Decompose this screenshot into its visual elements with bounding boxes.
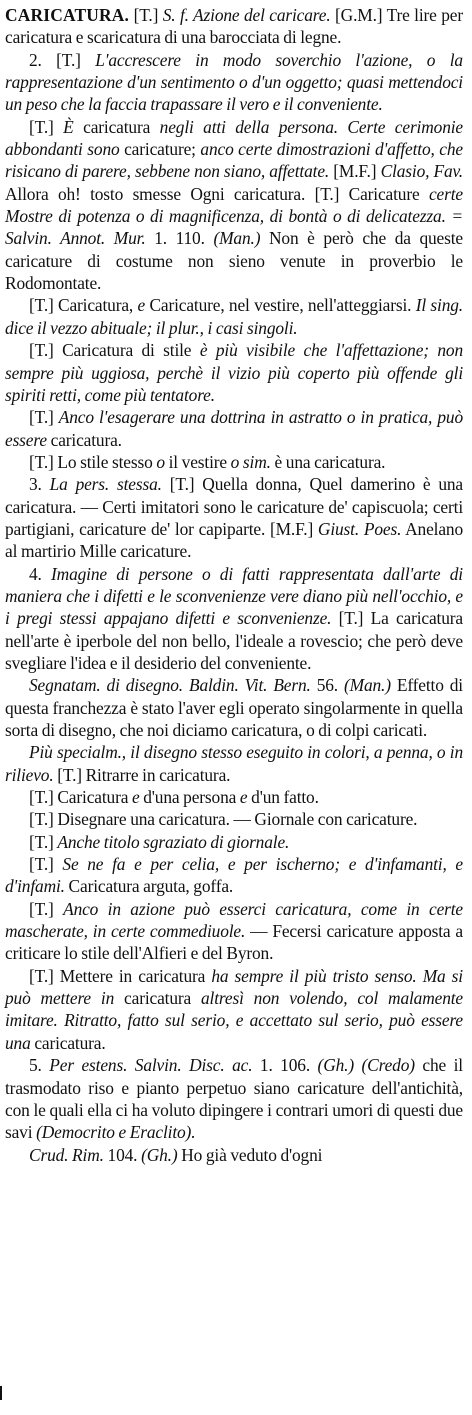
italic-text: Se ne fa e per celia, e per ischerno; e d'infamanti, e d'infami.: [5, 854, 463, 897]
margin-mark: [0, 1386, 2, 1400]
roman-text: [T.] Quella donna, Quel damerino è una caricatura. — Certi imitatori sono le caricature de' capiscuola; certi partigiani, caricature de' lor capiparte. [M.F.]: [5, 474, 463, 539]
italic-text: è più visibile che l'affettazione; non sempre più uggiosa, perchè il vizio più coperto più offende gli spiriti retti, come più tentatore.: [5, 340, 463, 405]
roman-text: — Fecersi caricature apposta a criticare lo stile dell'Alfieri e del Byron.: [5, 921, 463, 964]
roman-text: 104.: [103, 1144, 142, 1165]
italic-text: i casi singoli.: [207, 317, 298, 338]
italic-text: (Democrito e Eraclito).: [36, 1122, 196, 1143]
italic-text: Anco in azione può esserci caricatura, come in certe mascherate, in certe commediuole.: [5, 898, 464, 942]
italic-text: (Man.): [213, 228, 261, 249]
italic-text: anco certe dimostrazioni d'affetto, che risicano di parere, sebbene non siano, affettate.: [5, 139, 463, 182]
roman-text: 1. 110.: [145, 228, 214, 249]
roman-text: il vestire: [164, 451, 231, 472]
italic-text: o: [156, 451, 165, 472]
entry-paragraph: [5, 49, 463, 116]
roman-text: che il trasmodato riso e pianto perpetuo siano caricature dell'antichità, con le quali ella ci ha voluto dipingere i contrari umori di questi due savi: [5, 1055, 463, 1143]
italic-text: Anco l'esagerare una dottrina in astratto o in pratica, può essere: [5, 407, 463, 450]
roman-text: Allora oh! tosto smesse Ogni caricatura. [T.] Caricature: [5, 183, 429, 204]
italic-text: certe Mostre di potenza o di magnificenza, di bontà o di delicatezza. = Salvin. Annot. Mur.: [5, 183, 463, 249]
entry-paragraph: [5, 965, 463, 1054]
roman-text: 3.: [29, 474, 50, 495]
italic-text: (Gh.): [317, 1055, 354, 1076]
roman-text: Effetto di questa franchezza è stato l'aver egli operato singolarmente in quella sorta di disegno, che noi diciamo caricatura, o di colpi caricati.: [5, 675, 463, 740]
roman-text: Ho già veduto d'ogni: [177, 1144, 323, 1165]
italic-text: S. f. Azione del caricare.: [162, 5, 331, 25]
italic-text: e: [137, 295, 146, 316]
roman-text: [T.]: [133, 5, 163, 25]
dictionary-entry-caricatura: [5, 4, 463, 1166]
entry-paragraph: [5, 4, 463, 49]
roman-text: Caricature, nel vestire, nell'atteggiarsi.: [145, 295, 416, 316]
italic-text: (Credo): [361, 1055, 415, 1076]
italic-text: Anche titolo sgraziato di giornale.: [57, 831, 290, 852]
roman-text: [T.] Mettere in caricatura: [29, 965, 212, 986]
italic-text: Crud. Rim.: [29, 1144, 104, 1165]
italic-text: e: [239, 787, 248, 808]
italic-text: negli atti della persona. Certe cerimonie abbondanti sono: [5, 116, 463, 160]
roman-text: caricature;: [119, 139, 201, 160]
italic-text: La pers. stessa.: [49, 474, 162, 495]
roman-text: [G.M.] Tre lire per caricatura e scaricatura di una barocciata di legne.: [5, 5, 464, 48]
roman-text: [T.]: [29, 898, 64, 919]
entry-paragraph: [5, 116, 463, 295]
italic-text: Clasio, Fav.: [380, 161, 463, 182]
italic-text: Imagine di persone o di fatti rappresentata dall'arte di maniera che i difetti e le sconvenienze vere diano più nell'occhio, e i pregi stessi appajano difetti e sconvenienze.: [5, 563, 463, 629]
roman-text: 2. [T.]: [29, 49, 96, 70]
roman-text: Anelano al martirio Mille caricature.: [5, 518, 464, 562]
entry-paragraph: [5, 451, 463, 473]
roman-text: Non è però che da queste caricature di costume non sieno venute in proverbio le Rodomontate.: [5, 228, 463, 294]
roman-text: [T.] Caricatura di stile: [29, 340, 200, 361]
entry-paragraph: [5, 339, 463, 406]
entry-paragraph: [5, 406, 463, 451]
roman-text: 5.: [29, 1055, 50, 1076]
roman-text: [T.] Caricatura: [29, 787, 132, 808]
entry-paragraph: [5, 808, 463, 830]
entry-paragraph: [5, 898, 463, 965]
roman-text: [T.] Disegnare una caricatura. — Giornale con caricature.: [29, 809, 418, 830]
italic-text: (Gh.): [141, 1144, 178, 1165]
roman-text: [T.] La caricatura nell'arte è iperbole del non bello, l'ideale a rovescio; che però deve svegliare l'idea e il desiderio del conveniente.: [5, 608, 463, 673]
roman-text: d'una persona: [139, 787, 240, 808]
italic-text: o sim.: [230, 451, 271, 472]
headword: CARICATURA.: [5, 5, 130, 25]
entry-paragraph: [5, 853, 463, 898]
italic-text: e: [131, 787, 140, 808]
roman-text: d'un fatto.: [247, 787, 319, 808]
roman-text: caricatura: [114, 988, 202, 1009]
italic-text: (Man.): [343, 675, 391, 696]
roman-text: caricatura.: [46, 429, 122, 450]
roman-text: è una caricatura.: [270, 451, 386, 472]
italic-text: Segnatam. di disegno. Baldin. Vit. Bern.: [29, 675, 311, 696]
entry-paragraph: [5, 1144, 463, 1166]
roman-text: [T.]: [29, 854, 63, 875]
italic-text: Il sing. dice il vezzo abituale; il plur.,: [5, 295, 464, 338]
roman-text: 4.: [29, 563, 52, 584]
italic-text: È: [63, 116, 74, 137]
entry-paragraph: [5, 473, 463, 562]
roman-text: [T.]: [29, 116, 64, 137]
entry-paragraph: [5, 831, 463, 853]
entry-paragraph: [5, 563, 463, 675]
roman-text: [T.] Caricatura,: [29, 295, 138, 316]
roman-text: [T.] Lo stile stesso: [29, 451, 157, 472]
roman-text: caricatura.: [30, 1032, 106, 1053]
italic-text: Per estens. Salvin. Disc. ac.: [49, 1055, 253, 1076]
entry-paragraph: [5, 741, 463, 786]
roman-text: 1. 106.: [252, 1055, 318, 1076]
entry-paragraph: [5, 674, 463, 741]
italic-text: Giust. Poes.: [317, 518, 402, 539]
roman-text: [M.F.]: [329, 161, 381, 182]
italic-text: ha sempre il più tristo senso. Ma si può mettere in: [5, 965, 463, 1009]
roman-text: 56.: [310, 675, 344, 696]
italic-text: altresì non volendo, col malamente imitare. Ritratto, fatto sul serio, e accettato sul serio, può essere una: [5, 988, 463, 1053]
roman-text: [T.] Ritrarre in caricatura.: [53, 764, 231, 785]
entry-paragraph: [5, 1054, 463, 1143]
roman-text: [T.]: [29, 831, 58, 852]
entry-paragraph: [5, 786, 463, 808]
roman-text: Caricatura arguta, goffa.: [64, 876, 234, 897]
roman-text: caricatura: [73, 116, 160, 137]
roman-text: [354, 1055, 362, 1075]
italic-text: L'accrescere in modo soverchio l'azione, o la rappresentazione d'un sentimento o d'un oggetto; quasi mettendoci un peso che la faccia trapassare il vero e il conveniente.: [5, 49, 463, 115]
entry-paragraph: [5, 294, 463, 339]
italic-text: Più specialm., il disegno stesso eseguito in colori, a penna, o in rilievo.: [5, 742, 463, 785]
roman-text: [T.]: [29, 407, 59, 428]
